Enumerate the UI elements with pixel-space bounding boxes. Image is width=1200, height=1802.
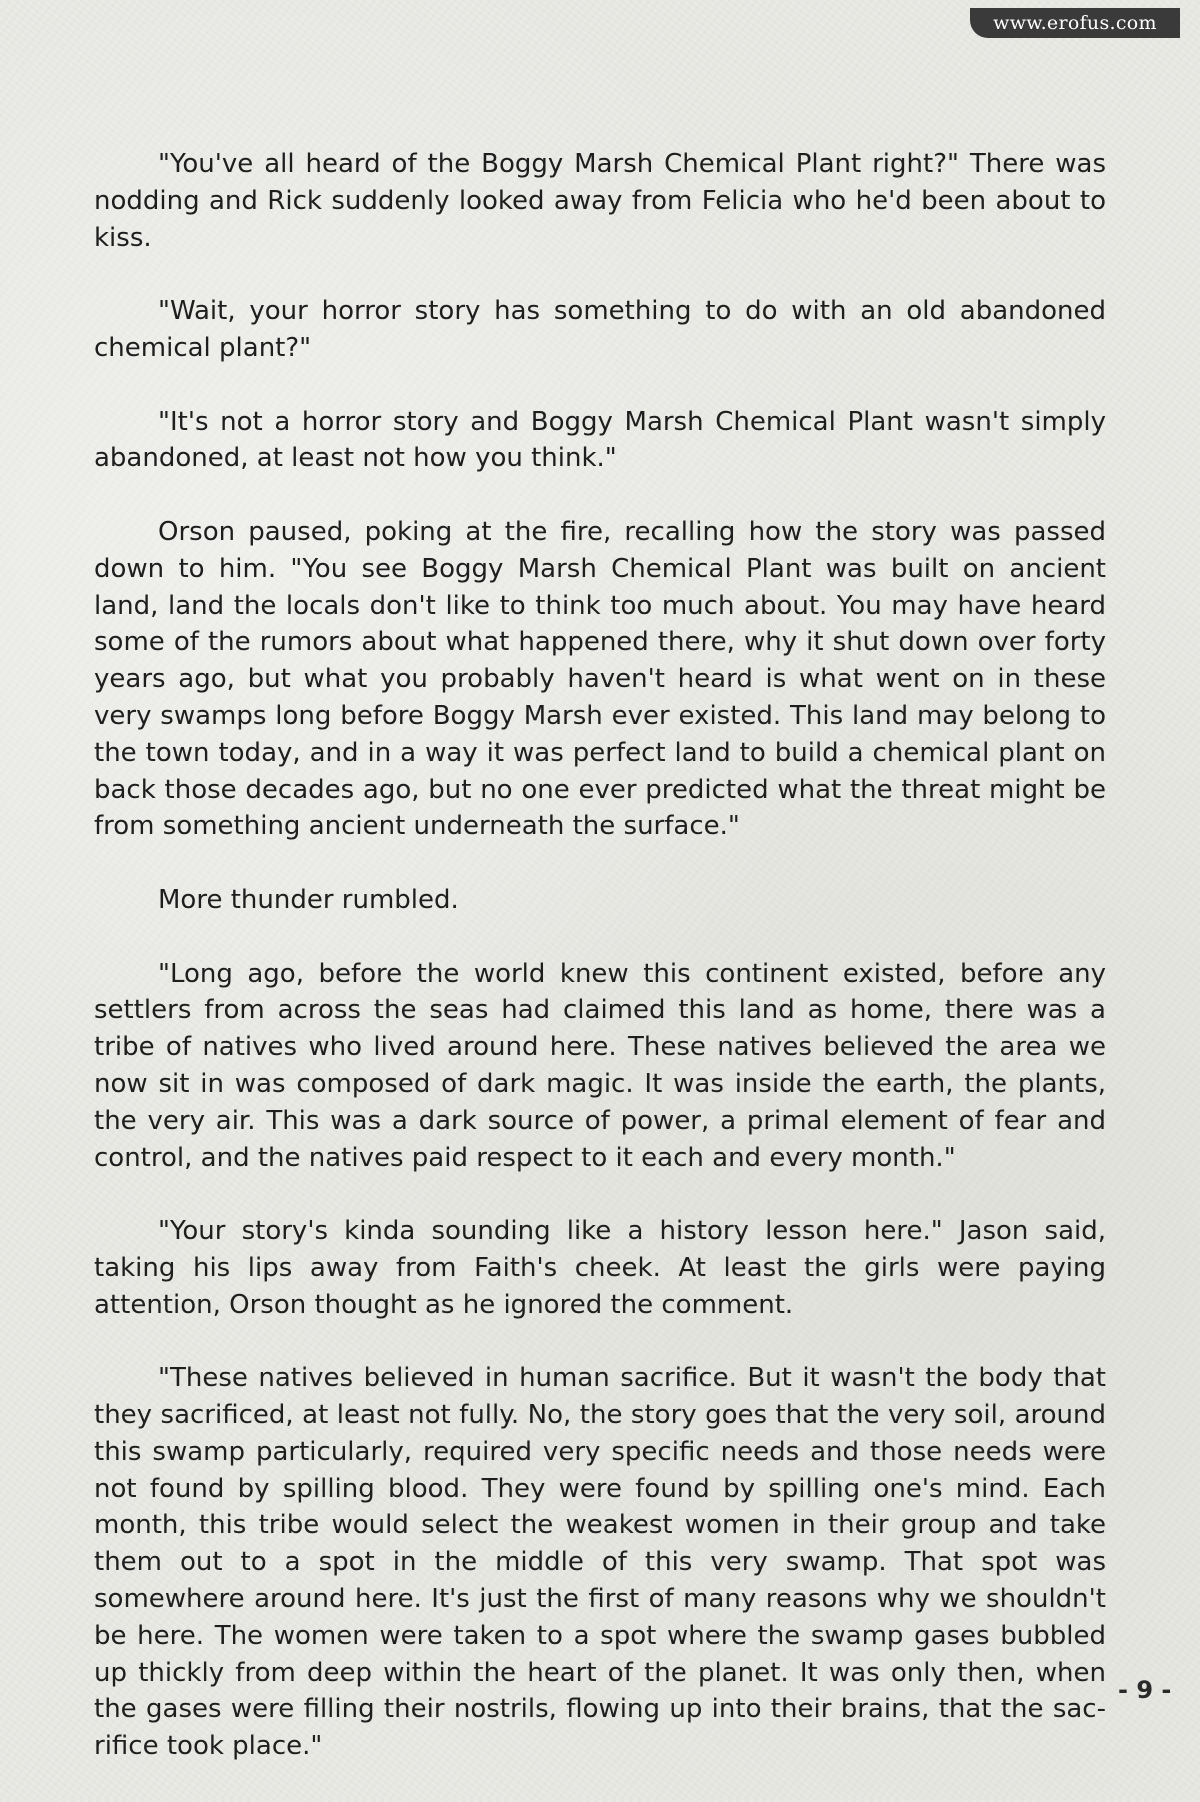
story-text bbox=[94, 146, 1106, 1802]
paragraph: "Wait, your horror story has something to do with an old abandoned chemical plant?" bbox=[94, 296, 1106, 363]
paragraph: Orson paused, poking at the fire, recalling how the story was passed down to him. "You see Boggy Marsh Chemical Plant was built on ancient land, land the locals don't like to think too much about. You may have heard some of the rumors about what happened there, why it shut down over forty years ago, but what you probably haven't heard is what went on in these very swamps long before Boggy Marsh ever existed. This land may belong to the town today, and in a way it was perfect land to build a chemical plant on back those decades ago, but no one ever predicted what the threat might be from something ancient underneath the surface." bbox=[94, 516, 1106, 842]
site-watermark: www.erofus.com bbox=[970, 8, 1180, 38]
paragraph: "Your story's kinda sounding like a history lesson here." Jason said, taking his lips away from Faith's cheek. At least the girls were paying attention, Orson thought as he ignored the comment. bbox=[94, 1216, 1106, 1320]
page-number: - 9 - bbox=[1118, 1676, 1172, 1704]
paragraph: More thunder rumbled. bbox=[158, 884, 459, 915]
paragraph: "These natives believed in human sacrifice. But it wasn't the body that they sacrificed, at least not fully. No, the story goes that the very soil, around this swamp particularly, required very specific needs and those needs were not found by spilling blood. They were found by spilling one's mind. Each month, this tribe would select the weakest women in their group and take them out to a spot in the middle of this very swamp. That spot was somewhere around here. It's just the first of many reasons why we shouldn't be here. The women were taken to a spot where the swamp gases bubbled up thickly from deep within the heart of the planet. It was only then, when the gases were filling their nostrils, flowing up into their brains, that the sacrifice took place." bbox=[94, 1363, 1106, 1762]
paragraph: "It's not a horror story and Boggy Marsh Chemical Plant wasn't simply abandoned, at least not how you think." bbox=[94, 406, 1106, 474]
paragraph: "You've all heard of the Boggy Marsh Chemical Plant right?" There was nodding and Rick suddenly looked away from Felicia who he'd been about to kiss. bbox=[94, 149, 1106, 253]
paragraph: "Long ago, before the world knew this continent existed, before any settlers from across the seas had claimed this land as home, there was a tribe of natives who lived around here. These natives believed the area we now sit in was composed of dark magic. It was inside the earth, the plants, the very air. This was a dark source of power, a primal element of fear and control, and the natives paid respect to it each and every month." bbox=[94, 958, 1106, 1173]
